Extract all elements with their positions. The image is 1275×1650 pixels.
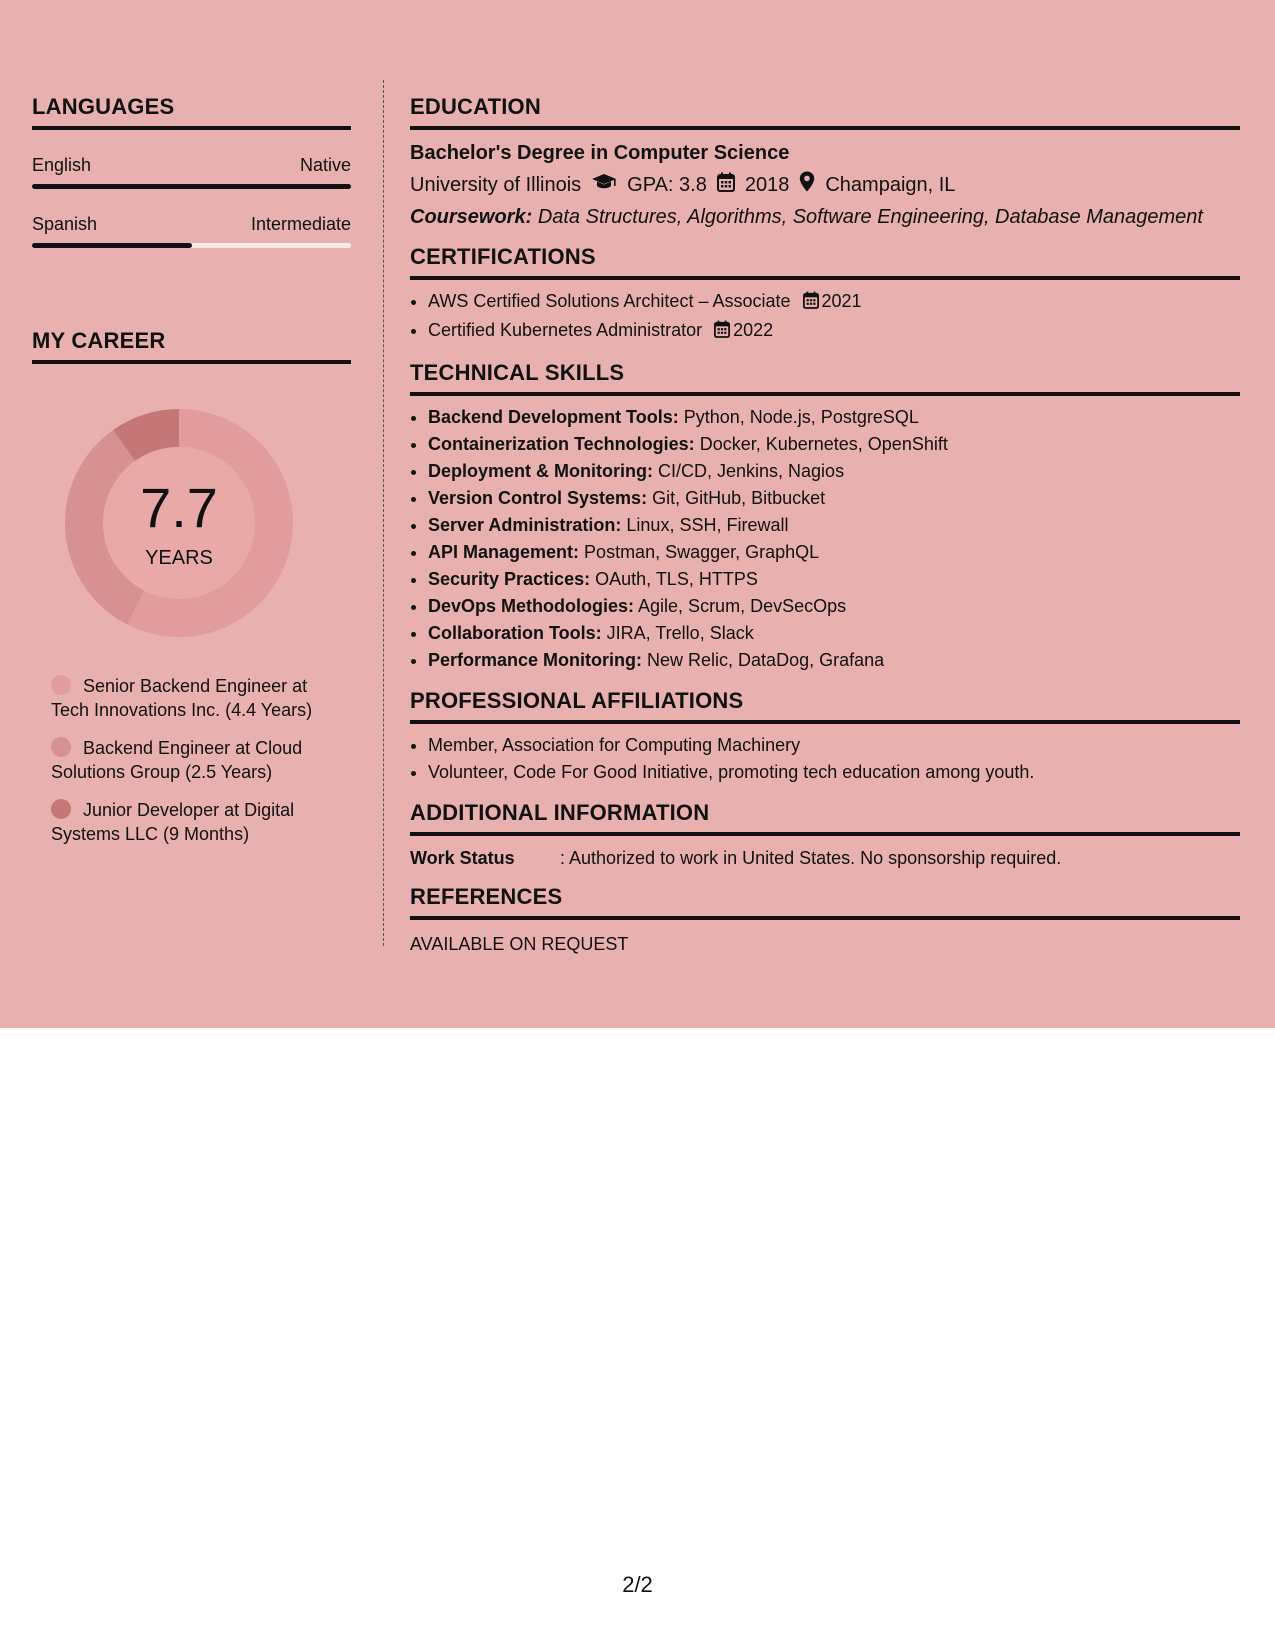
skill-value: Git, GitHub, Bitbucket <box>652 488 826 508</box>
languages-section <box>32 94 351 248</box>
skill-value: Python, Node.js, PostgreSQL <box>683 407 919 427</box>
education-coursework <box>410 204 1240 230</box>
education-gpa: GPA: 3.8 <box>627 174 707 196</box>
skill-label: API Management: <box>428 542 580 562</box>
education-title: EDUCATION <box>410 94 541 119</box>
certification-name: Certified Kubernetes Administrator <box>428 320 703 340</box>
references-text: AVAILABLE ON REQUEST <box>410 934 629 954</box>
skill-value: OAuth, TLS, HTTPS <box>595 569 758 589</box>
page-number: 2/2 <box>622 1572 653 1597</box>
career-legend-item <box>51 798 341 846</box>
affiliations-section <box>410 688 1240 786</box>
section-rule <box>410 832 1240 836</box>
education-school: University of Illinois <box>410 174 582 196</box>
additional-info-title: ADDITIONAL INFORMATION <box>410 800 710 825</box>
section-rule <box>32 360 351 364</box>
skill-item <box>428 458 1240 485</box>
work-status-label: Work Status <box>410 848 515 868</box>
skill-label: Containerization Technologies: <box>428 434 695 454</box>
certification-year: 2021 <box>821 291 862 311</box>
language-bar-fill <box>32 184 351 189</box>
column-divider <box>383 80 384 946</box>
calendar-icon <box>717 172 735 199</box>
career-total-unit: YEARS <box>145 547 213 569</box>
certifications-section <box>410 244 1240 346</box>
career-legend-item <box>51 674 341 722</box>
career-donut-chart <box>64 408 294 638</box>
skill-value: Docker, Kubernetes, OpenShift <box>699 434 948 454</box>
skill-value: CI/CD, Jenkins, Nagios <box>658 461 845 481</box>
skill-value: Linux, SSH, Firewall <box>626 515 789 535</box>
skill-item <box>428 539 1240 566</box>
coursework-value: Data Structures, Algorithms, Software Engineering, Database Management <box>537 206 1203 228</box>
certification-name: AWS Certified Solutions Architect – Associate <box>428 291 791 311</box>
skill-item <box>428 593 1240 620</box>
skill-label: Version Control Systems: <box>428 488 648 508</box>
left-column <box>32 94 351 860</box>
affiliation-item: • Member, Association for Computing Machinery <box>428 732 1240 759</box>
education-location: Champaign, IL <box>825 174 956 196</box>
certifications-title: CERTIFICATIONS <box>410 244 596 269</box>
skill-label: Server Administration: <box>428 515 622 535</box>
skill-value: Agile, Scrum, DevSecOps <box>638 596 847 616</box>
education-meta <box>410 171 1240 199</box>
language-name: Spanish <box>32 214 98 234</box>
references-section <box>410 884 1240 956</box>
career-legend <box>32 674 351 846</box>
skill-label: Collaboration Tools: <box>428 623 602 643</box>
skill-value: Postman, Swagger, GraphQL <box>584 542 820 562</box>
legend-dot-icon <box>51 675 71 695</box>
education-section <box>410 94 1240 230</box>
skill-label: DevOps Methodologies: <box>428 596 635 616</box>
languages-title: LANGUAGES <box>32 94 175 119</box>
skill-item <box>428 620 1240 647</box>
skills-section <box>410 360 1240 674</box>
section-rule <box>410 720 1240 724</box>
career-section <box>32 328 351 846</box>
affiliation-item: • Volunteer, Code For Good Initiative, promoting tech education among youth. <box>428 759 1240 786</box>
skill-item <box>428 566 1240 593</box>
career-total-number: 7.7 <box>140 476 218 539</box>
language-level: Intermediate <box>250 214 351 234</box>
language-item <box>32 154 351 189</box>
skill-item <box>428 512 1240 539</box>
language-bar <box>32 184 351 189</box>
skill-item <box>428 431 1240 458</box>
career-role-label: Backend Engineer at Cloud Solutions Group (2.5 Years) <box>51 738 303 782</box>
career-role-label: Senior Backend Engineer at Tech Innovations Inc. (4.4 Years) <box>51 676 313 720</box>
section-rule <box>410 916 1240 920</box>
skills-list <box>410 404 1240 674</box>
legend-dot-icon <box>51 737 71 757</box>
certification-item <box>428 288 1240 317</box>
section-rule <box>410 276 1240 280</box>
skill-item <box>428 647 1240 674</box>
skill-label: Deployment & Monitoring: <box>428 461 653 481</box>
language-name: English <box>32 155 92 175</box>
section-rule <box>410 392 1240 396</box>
coursework-label: Coursework: <box>410 206 533 228</box>
calendar-icon <box>714 319 730 346</box>
language-level: Native <box>299 155 351 175</box>
language-item <box>32 213 351 248</box>
skill-value: New Relic, DataDog, Grafana <box>647 650 885 670</box>
section-rule <box>32 126 351 130</box>
graduation-cap-icon <box>591 172 617 198</box>
language-bar-fill <box>32 243 192 248</box>
certifications-list <box>410 288 1240 346</box>
skill-value: JIRA, Trello, Slack <box>606 623 754 643</box>
certification-year: 2022 <box>733 320 774 340</box>
additional-info-section <box>410 800 1240 870</box>
affiliations-title: PROFESSIONAL AFFILIATIONS <box>410 688 744 713</box>
work-status-value: : Authorized to work in United States. No sponsorship required. <box>560 848 1062 868</box>
career-donut-segment-3 <box>124 428 179 445</box>
right-column <box>410 94 1240 970</box>
skill-label: Backend Development Tools: <box>428 407 679 427</box>
calendar-icon <box>803 290 819 317</box>
language-bar <box>32 243 351 248</box>
skill-item <box>428 485 1240 512</box>
skill-label: Security Practices: <box>428 569 591 589</box>
skill-item <box>428 404 1240 431</box>
education-year: 2018 <box>744 174 790 196</box>
career-title: MY CAREER <box>32 328 166 353</box>
references-title: REFERENCES <box>410 884 563 909</box>
career-role-label: Junior Developer at Digital Systems LLC (9 Months) <box>51 800 295 844</box>
skills-title: TECHNICAL SKILLS <box>410 360 625 385</box>
map-pin-icon <box>799 171 815 199</box>
work-status-row <box>410 846 1240 870</box>
skill-label: Performance Monitoring: <box>428 650 643 670</box>
certification-item <box>428 317 1240 346</box>
education-degree: Bachelor's Degree in Computer Science <box>410 142 790 164</box>
career-legend-item <box>51 736 341 784</box>
affiliations-list <box>410 732 1240 786</box>
legend-dot-icon <box>51 799 71 819</box>
section-rule <box>410 126 1240 130</box>
